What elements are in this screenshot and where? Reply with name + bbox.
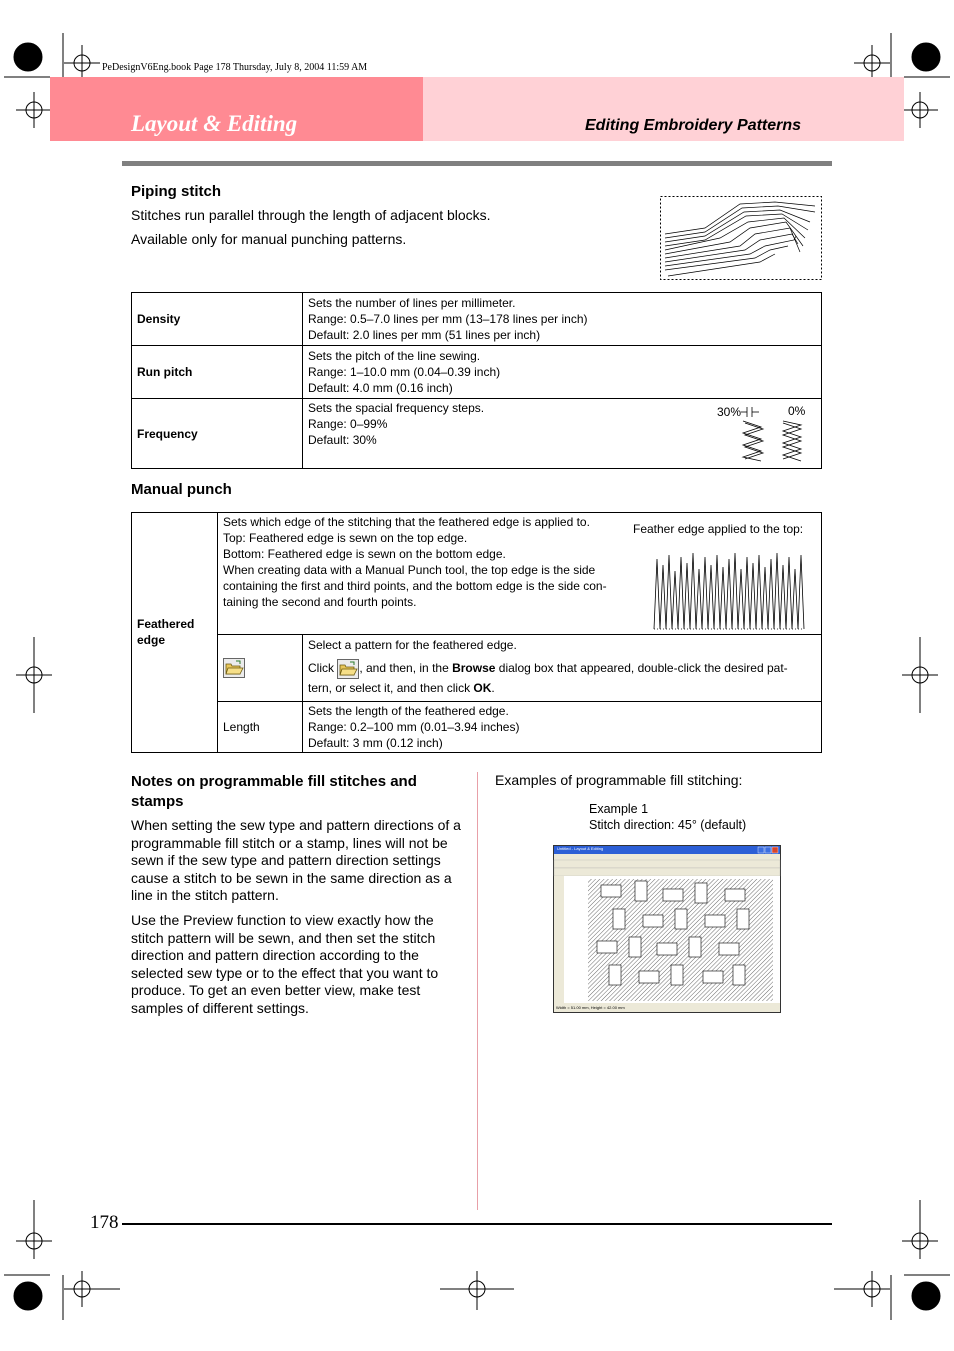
example-window [553, 845, 781, 1013]
length-line: Sets the length of the feathered edge. [308, 704, 509, 718]
frequency-label: Frequency [132, 399, 303, 469]
frequency-line: Default: 30% [308, 433, 377, 447]
header-rule [122, 161, 832, 166]
examples-intro: Examples of programmable fill stitching: [495, 772, 743, 788]
feather-line: When creating data with a Manual Punch tool, the top edge is the side [223, 563, 596, 577]
density-line: Range: 0.5–7.0 lines per mm (13–178 lines per inch) [308, 312, 588, 326]
piping-settings-table [131, 292, 822, 469]
density-line: Sets the number of lines per millimeter. [308, 296, 516, 310]
run-pitch-line: Range: 1–10.0 mm (0.04–0.39 inch) [308, 365, 501, 379]
length-line: Range: 0.2–100 mm (0.01–3.94 inches) [308, 720, 520, 734]
run-pitch-line: Sets the pitch of the line sewing. [308, 349, 481, 363]
run-pitch-desc [303, 346, 822, 399]
manual-punch-table [131, 512, 822, 753]
section-title: Editing Embroidery Patterns [585, 117, 802, 134]
feather-line: containing the first and third points, and the bottom edge is the side con- [223, 579, 607, 593]
length-desc [303, 702, 822, 753]
pattern-line-3-text: tern, or select it, and then click [308, 681, 471, 695]
feather-line: Sets which edge of the stitching that the feathered edge is applied to. [223, 515, 590, 529]
density-line: Default: 2.0 lines per mm (51 lines per inch) [308, 328, 541, 342]
pattern-desc [303, 635, 822, 702]
feather-caption: Feather edge applied to the top: [633, 522, 804, 536]
feathered-edge-desc [218, 513, 822, 635]
example-title: Example 1 [589, 802, 649, 816]
column-divider [477, 772, 478, 1210]
browse-text: Browse [452, 661, 496, 676]
notes-heading: Notes on programmable fill stitches and stamps [131, 773, 417, 810]
frequency-line: Range: 0–99% [308, 417, 388, 431]
feather-line: Top: Feathered edge is sewn on the top edge. [223, 531, 468, 545]
chapter-title: Layout & Editing [131, 111, 298, 136]
length-label: Length [218, 702, 303, 753]
run-pitch-label: Run pitch [132, 346, 303, 399]
open-folder-icon[interactable] [337, 659, 359, 679]
feathered-edge-label-text: Feathered edge [137, 617, 195, 647]
feather-line: Bottom: Feathered edge is sewn on the bottom edge. [223, 547, 506, 561]
example-screenshot [553, 845, 781, 1013]
density-label: Density [132, 293, 303, 346]
density-desc [303, 293, 822, 346]
piping-para-2: Available only for manual punching patterns. [131, 231, 407, 247]
feather-line: taining the second and fourth points. [223, 595, 417, 609]
notes-para-1: When setting the sew type and pattern directions of a programmable fill stitch or a stamp, lines will not be sewn if the sew type and pattern direction settings cause a stitch to be sewn in the same direction as a line in the stitch pattern. [131, 817, 461, 904]
length-line: Default: 3 mm (0.12 inch) [308, 736, 443, 750]
piping-heading: Piping stitch [131, 183, 221, 200]
frequency-fig-30: 30% [717, 405, 742, 419]
pattern-line-2 [308, 659, 816, 679]
page-number: 178 [90, 1212, 119, 1233]
ok-text: OK [473, 681, 492, 695]
pattern-after-text: dialog box that appeared, double-click the desired pat- [498, 661, 788, 676]
manual-punch-heading: Manual punch [131, 481, 232, 498]
window-status: Width = 51.00 mm, Height = 42.00 mm [556, 1005, 625, 1010]
print-info: PeDesignV6Eng.book Page 178 Thursday, July 8, 2004 11:59 AM [102, 62, 368, 73]
feathered-edge-label [132, 513, 218, 753]
footer-rule [122, 1223, 832, 1225]
pattern-icon-cell [218, 635, 303, 702]
pattern-line-3 [308, 679, 816, 697]
pattern-period: . [491, 681, 495, 695]
feather-edge-figure [652, 551, 808, 631]
pattern-click-text: Click [308, 661, 334, 676]
run-pitch-line: Default: 4.0 mm (0.16 inch) [308, 381, 453, 395]
frequency-fig-0: 0% [788, 404, 806, 418]
piping-stitch-figure [660, 196, 822, 280]
pattern-mid-text: , and then, in the [359, 661, 449, 676]
notes-para-2: Use the Preview function to view exactly how the stitch pattern will be sewn, and then set the stitch direction and pattern direction according to the selected sew type or to the effect that you want to produce. To get an even better view, make test samples of different settings. [131, 912, 439, 1016]
open-folder-icon[interactable] [223, 658, 245, 678]
frequency-line: Sets the spacial frequency steps. [308, 401, 485, 415]
frequency-desc [303, 399, 822, 469]
window-title: Untitled - Layout & Editing [557, 846, 604, 851]
piping-para-1: Stitches run parallel through the length of adjacent blocks. [131, 207, 491, 223]
example-direction: Stitch direction: 45° (default) [589, 818, 747, 832]
frequency-figure [741, 405, 811, 465]
pattern-line-1: Select a pattern for the feathered edge. [308, 638, 517, 652]
